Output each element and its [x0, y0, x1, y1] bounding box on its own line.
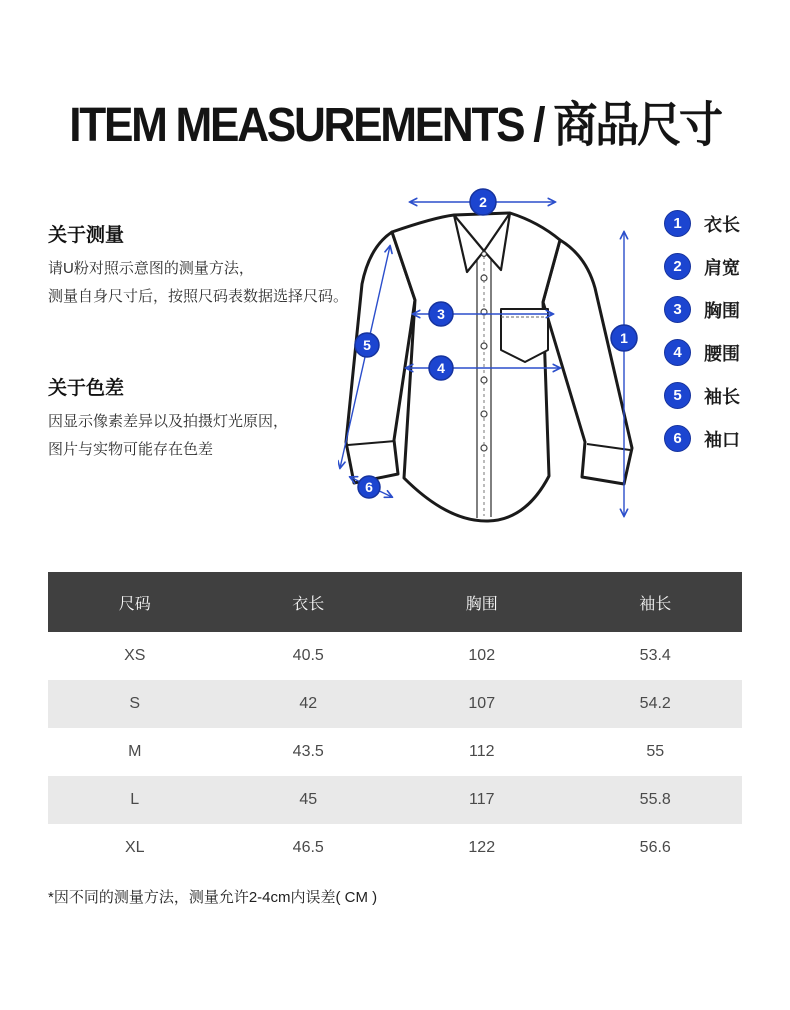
shirt-collar-button	[482, 252, 487, 257]
marker-5-badge	[355, 333, 379, 357]
table-row-l	[48, 776, 742, 824]
table-row-xs	[48, 632, 742, 680]
note-heading-color: 关于色差	[48, 378, 125, 399]
marker-1-badge	[611, 325, 637, 351]
column-header-size: 尺码	[118, 595, 151, 613]
measurement-notes	[48, 220, 360, 464]
note-line: 因显示像素差异以及拍摄灯光原因，	[48, 413, 289, 430]
svg-text:2: 2	[479, 194, 487, 210]
cell-length: 45	[299, 791, 318, 808]
legend-item-chest	[664, 296, 740, 323]
legend-label: 肩宽	[704, 257, 740, 278]
legend-label: 袖口	[704, 429, 740, 450]
cell-length: 46.5	[292, 839, 324, 856]
cell-size: S	[129, 695, 141, 712]
cell-sleeve: 56.6	[639, 839, 671, 856]
column-header-length: 衣长	[292, 595, 325, 613]
legend-number-badge: 2	[664, 253, 691, 280]
svg-text:3: 3	[437, 306, 445, 322]
cell-chest: 107	[468, 695, 496, 712]
legend-item-length	[664, 210, 740, 237]
legend-number-badge: 5	[664, 382, 691, 409]
size-table	[48, 572, 742, 872]
table-row-s	[48, 680, 742, 728]
marker-6-badge	[358, 476, 380, 498]
legend-number-badge: 4	[664, 339, 691, 366]
measurement-legend	[664, 210, 740, 468]
page-title: ITEM MEASUREMENTS / 商品尺寸	[69, 99, 721, 152]
cell-size: XS	[124, 647, 146, 664]
cell-sleeve: 54.2	[639, 695, 671, 712]
note-heading-measurement: 关于测量	[48, 225, 125, 246]
cell-size: XL	[124, 839, 145, 856]
marker-3-badge	[429, 302, 453, 326]
note-line: 测量自身尺寸后，按照尺码表数据选择尺码。	[48, 288, 349, 305]
tolerance-footnote: *因不同的测量方法，测量允许2-4cm内误差( CM )	[48, 889, 378, 906]
svg-text:1: 1	[620, 330, 628, 346]
legend-item-sleeve	[664, 382, 740, 409]
column-header-chest: 胸围	[465, 595, 498, 613]
legend-item-waist	[664, 339, 740, 366]
column-header-sleeve: 袖长	[639, 595, 672, 613]
legend-label: 腰围	[704, 343, 740, 364]
legend-item-cuff	[664, 425, 740, 452]
shirt-measurement-diagram	[338, 186, 650, 534]
svg-text:4: 4	[437, 360, 445, 376]
cell-chest: 117	[468, 791, 495, 808]
cell-chest: 112	[468, 743, 495, 760]
cell-chest: 122	[468, 839, 496, 856]
note-line: 请U粉对照示意图的测量方法，	[48, 260, 254, 277]
svg-text:6: 6	[365, 479, 373, 495]
table-row-xl	[48, 824, 742, 872]
legend-label: 衣长	[704, 214, 740, 235]
legend-number-badge: 1	[664, 210, 691, 237]
legend-number-badge: 3	[664, 296, 691, 323]
legend-item-shoulder	[664, 253, 740, 280]
cell-chest: 102	[468, 647, 496, 664]
table-row-m	[48, 728, 742, 776]
cell-size: L	[130, 791, 140, 808]
legend-label: 胸围	[704, 300, 740, 321]
note-about-measurement	[48, 220, 360, 311]
marker-4-badge	[429, 356, 453, 380]
marker-2-badge	[470, 189, 496, 215]
svg-text:5: 5	[363, 337, 371, 353]
note-about-color	[48, 373, 360, 464]
legend-number-badge: 6	[664, 425, 691, 452]
cell-length: 43.5	[292, 743, 324, 760]
cell-length: 42	[299, 695, 318, 712]
note-line: 图片与实物可能存在色差	[48, 441, 214, 458]
cell-sleeve: 55	[646, 743, 665, 760]
legend-label: 袖长	[704, 386, 740, 407]
cell-length: 40.5	[292, 647, 324, 664]
cell-sleeve: 53.4	[639, 647, 671, 664]
shirt-right-sleeve	[543, 240, 632, 484]
cell-size: M	[128, 743, 142, 760]
cell-sleeve: 55.8	[639, 791, 671, 808]
size-table-header	[48, 572, 742, 632]
